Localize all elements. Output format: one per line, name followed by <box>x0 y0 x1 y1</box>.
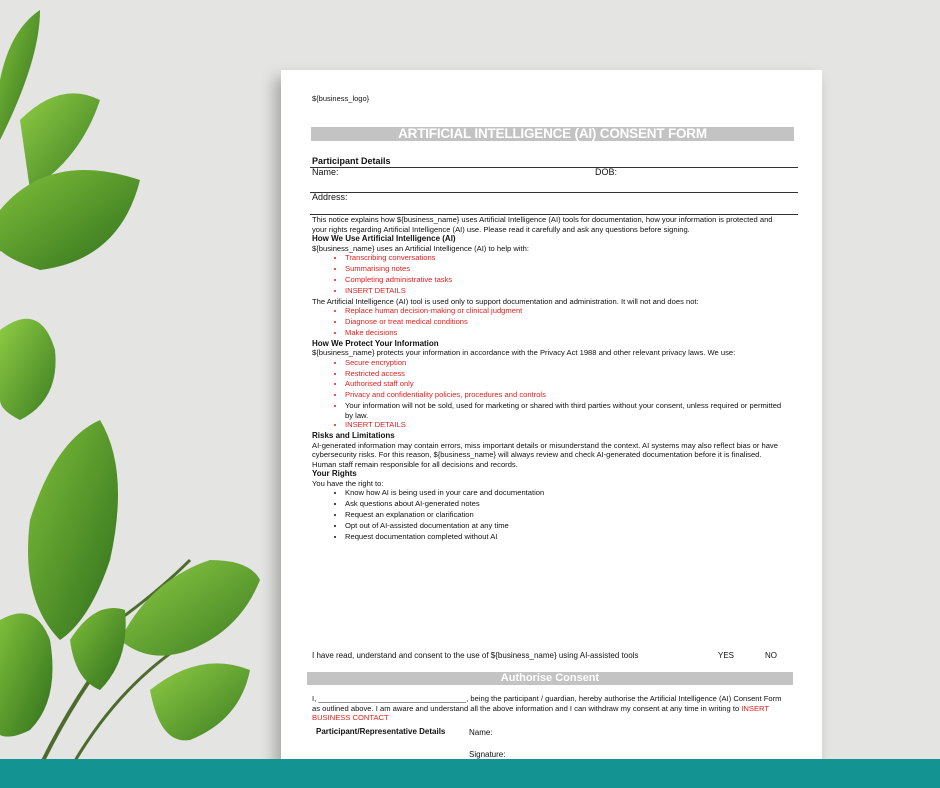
form-content <box>312 215 786 542</box>
list-item: • Opt out of AI-assisted documentation at any time <box>345 521 786 532</box>
authorise-paragraph <box>312 694 786 723</box>
rights-heading: Your Rights <box>312 469 357 479</box>
rights-list <box>312 488 786 542</box>
consent-statement-row <box>312 651 792 660</box>
dob-field-label[interactable]: DOB: <box>595 167 618 177</box>
list-item: • Diagnose or treat medical conditions <box>345 317 786 328</box>
protection-list <box>312 358 786 431</box>
ai-uses-list <box>312 253 786 296</box>
representative-name-label[interactable]: Name: <box>469 728 493 737</box>
list-item: • Restricted access <box>345 369 786 380</box>
consent-statement: I have read, understand and consent to the use of ${business_name} using AI-assisted tools <box>312 651 639 660</box>
no-option[interactable]: NO <box>765 651 777 660</box>
list-item: • Know how AI is being used in your care and documentation <box>345 488 786 499</box>
list-item: • Replace human decision-making or clinical judgment <box>345 306 786 317</box>
teal-footer-band <box>0 759 940 788</box>
address-field-label[interactable]: Address: <box>312 192 348 202</box>
yes-option[interactable]: YES <box>718 651 735 660</box>
business-logo-placeholder: ${business_logo} <box>312 94 370 103</box>
ai-limits-lead: The Artificial Intelligence (AI) tool is used only to support documentation and administration. It will not and does not: <box>312 296 699 306</box>
rights-lead: You have the right to: <box>312 478 384 488</box>
list-item: • Authorised staff only <box>345 379 786 390</box>
list-item: • INSERT DETAILS <box>345 286 786 297</box>
authorise-consent-heading: Authorise Consent <box>307 672 793 685</box>
risks-heading: Risks and Limitations <box>312 430 395 440</box>
form-title: ARTIFICIAL INTELLIGENCE (AI) CONSENT FORM <box>311 127 794 141</box>
list-item: • Request an explanation or clarification <box>345 510 786 521</box>
ai-limits-list <box>312 306 786 338</box>
authorise-text: I, ___________________________________, being the participant / guardian, hereby authorise the Artificial Intelligence (AI) Consent Form as outlined above. I am aware and understand all the above information and I can withdraw my consent at any time in writing to <box>312 694 782 713</box>
list-item: • Completing administrative tasks <box>345 275 786 286</box>
participant-details-heading: Participant Details <box>312 156 391 166</box>
list-item: • Ask questions about AI-generated notes <box>345 499 786 510</box>
list-item: • Your information will not be sold, used for marketing or shared with third parties without your consent, unless required or permitted by law. <box>345 401 786 420</box>
intro-paragraph: This notice explains how ${business_name} uses Artificial Intelligence (AI) tools for documentation, how your information is protected and your rights regarding Artificial Intelligence (AI) use. Please read it carefully and ask any questions before signing. <box>312 215 773 234</box>
divider <box>310 192 798 193</box>
business-contact-placeholder: INSERT BUSINESS CONTACT <box>312 703 769 723</box>
risks-paragraph: AI-generated information may contain errors, miss important details or misunderstand the context. AI systems may also reflect bias or have cybersecurity risks. For this reason, ${business_name} will always review and check AI-generated documentation before it is finalised. Human staff remain responsible for all decisions and records. <box>312 440 778 469</box>
authorise-section <box>312 694 786 723</box>
representative-details-label: Participant/Representative Details <box>316 727 446 736</box>
signature-label[interactable]: Signature: <box>469 750 506 759</box>
list-item: • Privacy and confidentiality policies, procedures and controls <box>345 390 786 401</box>
how-we-use-lead: ${business_name} uses an Artificial Intelligence (AI) to help with: <box>312 243 529 253</box>
how-we-use-heading: How We Use Artificial Intelligence (AI) <box>312 234 456 244</box>
consent-form-page <box>281 70 822 770</box>
protect-lead: ${business_name} protects your information in accordance with the Privacy Act 1988 and other relevant privacy laws. We use: <box>312 348 736 358</box>
plant-leaves-image <box>0 0 300 788</box>
list-item: • Secure encryption <box>345 358 786 369</box>
list-item: • INSERT DETAILS <box>345 420 786 431</box>
divider <box>310 167 798 168</box>
list-item: • Request documentation completed without AI <box>345 532 786 543</box>
list-item: • Summarising notes <box>345 264 786 275</box>
list-item: • Make decisions <box>345 328 786 339</box>
list-item: • Transcribing conversations <box>345 253 786 264</box>
protect-heading: How We Protect Your Information <box>312 338 439 348</box>
name-field-label[interactable]: Name: <box>312 167 339 177</box>
